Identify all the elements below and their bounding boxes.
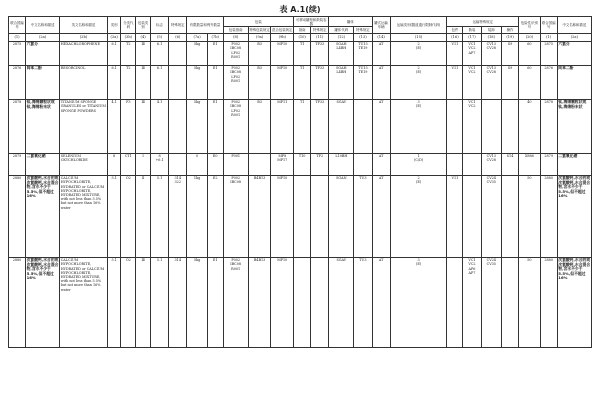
cell-special-provision: 314 322: [169, 175, 187, 257]
column-number: (11): [311, 33, 329, 41]
cell-name-en: CALCIUM HYPOCHLORITE, HYDRATED or CALCIUM HYPOCHLORITE, HYDRATED MIXTURE, with not less than 5.5% but not more than 16% water: [60, 257, 108, 347]
hdr-un-no-2: 联合国编号: [540, 17, 557, 34]
hdr-transport-cat: 运输类别(隧道通行限制代码): [390, 17, 447, 34]
cell-ts-loading: [481, 99, 501, 153]
cell-packing-instruction: P002 IBC08 LP02 R001: [223, 41, 248, 65]
column-number: (8): [223, 33, 248, 41]
cell-ts-package: V11: [447, 41, 463, 65]
hdr-ts-loading: 装卸: [481, 27, 501, 33]
cell-portable-instruction: [294, 175, 311, 257]
cell-mixed-packing: MP10: [271, 41, 294, 65]
table-row: [9, 153, 592, 175]
cell-packing-special: B4B13: [248, 175, 271, 257]
hdr-class: 类别: [107, 17, 121, 34]
cell-packing-instruction: P002 IBC08 LP02 R001: [223, 65, 248, 99]
cell-portable-special: TP33: [311, 41, 329, 65]
cell-tank-code: SGAH L4BH: [329, 41, 354, 65]
hdr-ts-operation: 操作: [502, 27, 519, 33]
cell-ts-operation: S14: [502, 153, 519, 175]
hdr-hazard-id: 危险性识别号: [519, 17, 541, 34]
cell-tank-code: L10BH: [329, 153, 354, 175]
cell-portable-special: [311, 257, 329, 347]
cell-packing-instruction: P002 IBC08 LP02 R001: [223, 99, 248, 153]
cell-packing-group: Ⅲ: [136, 257, 151, 347]
cell-tank-vehicle: AT: [372, 153, 390, 175]
cell-name-en: CALCIUM HYPOCHLORITE, HYDRATED or CALCIUM HYPOCHLORITE, HYDRATED MIXTURE, with not less than 5.5% but not more than 16% water: [60, 175, 108, 257]
cell-tank-special: TU15 TE19: [354, 65, 372, 99]
cell-un-number: 2880: [9, 175, 26, 257]
cell-special-provision: 314: [169, 257, 187, 347]
cell-name-en: RESORCINOL: [60, 65, 108, 99]
cell-name-cn: 二氯氧化硒: [26, 153, 60, 175]
cell-transport-category: 2 (E): [390, 175, 447, 257]
hdr-limited-qty: 有限数量和例外数量: [187, 17, 223, 34]
cell-ts-loading: CV24 CV35: [481, 175, 501, 257]
cell-class-code: T2: [121, 41, 136, 65]
cell-packing-group: Ⅲ: [136, 65, 151, 99]
hdr-labels: 标志: [150, 17, 168, 34]
cell-ts-package: [447, 257, 463, 347]
cell-ts-bulk: [463, 153, 481, 175]
cell-portable-instruction: T1: [294, 99, 311, 153]
cell-portable-special: [311, 175, 329, 257]
hdr-pack-instr: 包装指南: [223, 27, 248, 33]
cell-class-code: CT1: [121, 153, 136, 175]
cell-hazard-id: 50: [519, 257, 541, 347]
cell-class-code: F3: [121, 99, 136, 153]
hdr-vehicle: 罐式运输车辆: [372, 17, 390, 34]
cell-class: 5.1: [107, 257, 121, 347]
hdr-special-provisions: 特殊规定: [169, 17, 187, 34]
cell-label: 5.1: [150, 175, 168, 257]
cell-hazard-id: 40: [519, 99, 541, 153]
hdr-name-en: 英文名称和描述: [60, 17, 108, 34]
cell-packing-instruction: P002 IBC08 R001: [223, 257, 248, 347]
column-number: (12): [329, 33, 354, 41]
column-number: (3b): [121, 33, 136, 41]
hdr-mixed: 混合包装规定: [272, 27, 293, 32]
cell-name-cn-2: 间苯二酚: [557, 65, 591, 99]
cell-class: 8: [107, 153, 121, 175]
cell-tank-code: SGAV: [329, 99, 354, 153]
hdr-portable-instr: 指南: [294, 27, 311, 33]
cell-packing-group: Ⅲ: [136, 41, 151, 65]
table-row: [9, 257, 592, 347]
table-row: [9, 175, 592, 257]
column-number: (18): [481, 33, 501, 41]
cell-packing-special: B3: [248, 41, 271, 65]
cell-mixed-packing: MP10: [271, 65, 294, 99]
cell-packing-group: I: [136, 153, 151, 175]
cell-un-number: 2878: [9, 99, 26, 153]
column-number: (14): [372, 33, 390, 41]
cell-packing-group: Ⅱ: [136, 175, 151, 257]
cell-packing-special: B4B13: [248, 257, 271, 347]
cell-tank-special: TU3: [354, 175, 372, 257]
cell-mixed-packing: MP8 MP17: [271, 153, 294, 175]
column-number: (10): [294, 33, 311, 41]
hdr-class-code: 分类代码: [121, 17, 136, 34]
cell-tank-special: TU15 TE19: [354, 41, 372, 65]
cell-tank-vehicle: AT: [372, 65, 390, 99]
cell-excepted-quantity: E1: [207, 65, 223, 99]
column-number: (2b): [60, 33, 108, 41]
cell-ts-package: V11: [447, 65, 463, 99]
cell-name-cn-2: 次氯酸钙,水合的或次氯酸钙,水合混合物,含水不少于5.5%,但不超过16%: [557, 175, 591, 257]
cell-tank-code: SGAV: [329, 257, 354, 347]
cell-tank-vehicle: AT: [372, 41, 390, 65]
column-number-row: [9, 33, 592, 41]
column-number: (7a): [187, 33, 207, 41]
cell-label: 8 +6.1: [150, 153, 168, 175]
cell-un-number: 2875: [9, 41, 26, 65]
cell-excepted-quantity: E1: [207, 41, 223, 65]
cell-hazard-id: 50: [519, 175, 541, 257]
cell-packing-instruction: P002 IBC08: [223, 175, 248, 257]
cell-transport-category: 2 (E): [390, 41, 447, 65]
cell-ts-bulk: VC1 VC2: [463, 65, 481, 99]
cell-portable-instruction: T1: [294, 65, 311, 99]
cell-ts-operation: S9: [502, 65, 519, 99]
cell-name-cn: 次氯酸钙,水合的或次氯酸钙,水合混合物,含水不少于5.5%,但不超过16%: [26, 175, 60, 257]
column-number: (2a): [557, 33, 591, 41]
cell-ts-loading: CV13 CV28: [481, 153, 501, 175]
cell-ts-operation: [502, 175, 519, 257]
column-number: (2a): [26, 33, 60, 41]
cell-class-code: O2: [121, 175, 136, 257]
hdr-tank-code: 罐体代码: [329, 27, 354, 33]
column-number: (13): [354, 33, 372, 41]
cell-portable-instruction: T1: [294, 41, 311, 65]
cell-name-cn-2: 二氯氧化硒: [557, 153, 591, 175]
cell-special-provision: [169, 153, 187, 175]
column-number: (15): [390, 33, 447, 41]
cell-special-provision: [169, 41, 187, 65]
cell-name-en: SELENIUM OXYCHLORIDE: [60, 153, 108, 175]
cell-label: 4.1: [150, 99, 168, 153]
cell-un-number-2: 2880: [540, 257, 557, 347]
cell-un-number-2: 2876: [540, 65, 557, 99]
cell-un-number: 2879: [9, 153, 26, 175]
cell-ts-bulk: VC1 VC2 AP7: [463, 41, 481, 65]
cell-limited-quantity: 0: [187, 153, 207, 175]
cell-packing-special: [248, 153, 271, 175]
cell-limited-quantity: 5kg: [187, 99, 207, 153]
cell-ts-operation: [502, 99, 519, 153]
cell-tank-special: [354, 99, 372, 153]
cell-transport-category: 3 (E): [390, 257, 447, 347]
table-row: [9, 65, 592, 99]
cell-special-provision: [169, 65, 187, 99]
cell-portable-special: TP2: [311, 153, 329, 175]
cell-un-number-2: 2875: [540, 41, 557, 65]
hdr-name-cn-2: 中文名称和描述: [557, 17, 591, 34]
cell-un-number-2: 2878: [540, 99, 557, 153]
cell-limited-quantity: 5kg: [187, 257, 207, 347]
cell-name-cn: 六氯芬: [26, 41, 60, 65]
cell-name-cn-2: 六氯芬: [557, 41, 591, 65]
cell-limited-quantity: 5kg: [187, 65, 207, 99]
table-row: [9, 41, 592, 65]
cell-class: 6.1: [107, 41, 121, 65]
cell-class-code: O2: [121, 257, 136, 347]
cell-class: 6.1: [107, 65, 121, 99]
cell-name-cn-2: 次氯酸钙,水合的或次氯酸钙,水合混合物,含水不少于5.5%,但不超过16%: [557, 257, 591, 347]
column-number: (20): [519, 33, 541, 41]
cell-name-cn-2: 钛,海绵颗粒状或钛,海绵粉末状: [557, 99, 591, 153]
cell-portable-instruction: [294, 257, 311, 347]
cell-ts-bulk: VC1 VC2: [463, 99, 481, 153]
cell-mixed-packing: MP10: [271, 257, 294, 347]
cell-name-cn: 次氯酸钙,水合的或次氯酸钙,水合混合物,含水不少于5.5%,但不超过16%: [26, 257, 60, 347]
cell-transport-category: 1 (C/D): [390, 153, 447, 175]
cell-hazard-id: X886: [519, 153, 541, 175]
hdr-transport-special: 运输特殊规定: [447, 17, 519, 27]
column-number: (1): [540, 33, 557, 41]
hdr-un-no: 联合国编号: [9, 17, 26, 34]
cell-special-provision: [169, 99, 187, 153]
cell-ts-package: [447, 153, 463, 175]
cell-ts-bulk: [463, 175, 481, 257]
table-body: [9, 41, 592, 347]
cell-packing-instruction: P001: [223, 153, 248, 175]
cell-portable-instruction: T10: [294, 153, 311, 175]
cell-ts-bulk: VC1 VC2 AP6 AP7: [463, 257, 481, 347]
column-number: (6): [169, 33, 187, 41]
cell-tank-vehicle: AT: [372, 99, 390, 153]
hdr-ts-bulk: 散装: [463, 27, 481, 33]
cell-un-number-2: 2880: [540, 175, 557, 257]
cell-ts-operation: S9: [502, 41, 519, 65]
cell-tank-vehicle: AT: [372, 257, 390, 347]
cell-portable-special: TP33: [311, 65, 329, 99]
cell-name-en: TITANIUM SPONGE GRANULES or TITANIUM SPONGE POWDERS: [60, 99, 108, 153]
column-number: (7b): [207, 33, 223, 41]
cell-ts-operation: [502, 257, 519, 347]
cell-tank-code: SGAH L4BH: [329, 65, 354, 99]
cell-name-en: HEXACHLOROPHENE: [60, 41, 108, 65]
hdr-portable-special: 特殊规定: [311, 27, 329, 33]
cell-tank-code: SGAN: [329, 175, 354, 257]
cell-tank-vehicle: AT: [372, 175, 390, 257]
cell-label: 6.1: [150, 65, 168, 99]
column-number: (9b): [271, 33, 294, 41]
dangerous-goods-table: [8, 16, 592, 348]
cell-ts-loading: CV13 CV28: [481, 65, 501, 99]
cell-excepted-quantity: E2: [207, 175, 223, 257]
cell-limited-quantity: 5kg: [187, 41, 207, 65]
cell-transport-category: 2 (E): [390, 65, 447, 99]
cell-packing-special: B3: [248, 99, 271, 153]
cell-ts-package: [447, 99, 463, 153]
cell-packing-special: B3: [248, 65, 271, 99]
column-number: (1): [9, 33, 26, 41]
cell-excepted-quantity: E1: [207, 99, 223, 153]
hdr-tank: 罐体: [329, 17, 372, 27]
cell-class: 5.1: [107, 175, 121, 257]
hdr-pack-special: 特殊包装规定: [249, 27, 270, 32]
cell-packing-group: Ⅲ: [136, 99, 151, 153]
cell-ts-package: V11: [447, 175, 463, 257]
column-number: (16): [447, 33, 463, 41]
cell-label: 6.1: [150, 41, 168, 65]
table-title: 表 A.1(续): [279, 5, 321, 14]
cell-limited-quantity: 1kg: [187, 175, 207, 257]
column-number: (3a): [107, 33, 121, 41]
cell-name-cn: 钛,海绵颗粒状或钛,海绵粉末状: [26, 99, 60, 153]
cell-tank-special: TU3: [354, 257, 372, 347]
cell-name-cn: 间苯二酚: [26, 65, 60, 99]
cell-label: 5.1: [150, 257, 168, 347]
cell-transport-category: 3 (E): [390, 99, 447, 153]
cell-un-number-2: 2879: [540, 153, 557, 175]
column-number: (4): [136, 33, 151, 41]
cell-hazard-id: 60: [519, 41, 541, 65]
cell-tank-special: [354, 153, 372, 175]
hdr-tank-special: 特殊规定: [354, 27, 372, 33]
cell-mixed-packing: MP11: [271, 99, 294, 153]
cell-portable-special: TP33: [311, 99, 329, 153]
hdr-packing-group: 包装类别: [136, 17, 151, 34]
cell-un-number: 2880: [9, 257, 26, 347]
cell-ts-loading: CV24 CV35: [481, 257, 501, 347]
cell-excepted-quantity: E1: [207, 257, 223, 347]
cell-ts-loading: CV13 CV28: [481, 41, 501, 65]
cell-mixed-packing: MP10: [271, 175, 294, 257]
cell-hazard-id: 60: [519, 65, 541, 99]
column-number: (19): [502, 33, 519, 41]
cell-excepted-quantity: E0: [207, 153, 223, 175]
hdr-packaging: 包装: [223, 17, 293, 27]
hdr-ts-package: 包件: [447, 27, 463, 33]
table-row: [9, 99, 592, 153]
cell-un-number: 2876: [9, 65, 26, 99]
column-number: (17): [463, 33, 481, 41]
column-number: (5): [150, 33, 168, 41]
cell-class-code: T2: [121, 65, 136, 99]
hdr-portable: 可移动罐柜和散装容器: [294, 17, 329, 27]
column-number: (9a): [248, 33, 271, 41]
hdr-name-cn: 中文名称和描述: [26, 17, 60, 34]
cell-class: 4.1: [107, 99, 121, 153]
